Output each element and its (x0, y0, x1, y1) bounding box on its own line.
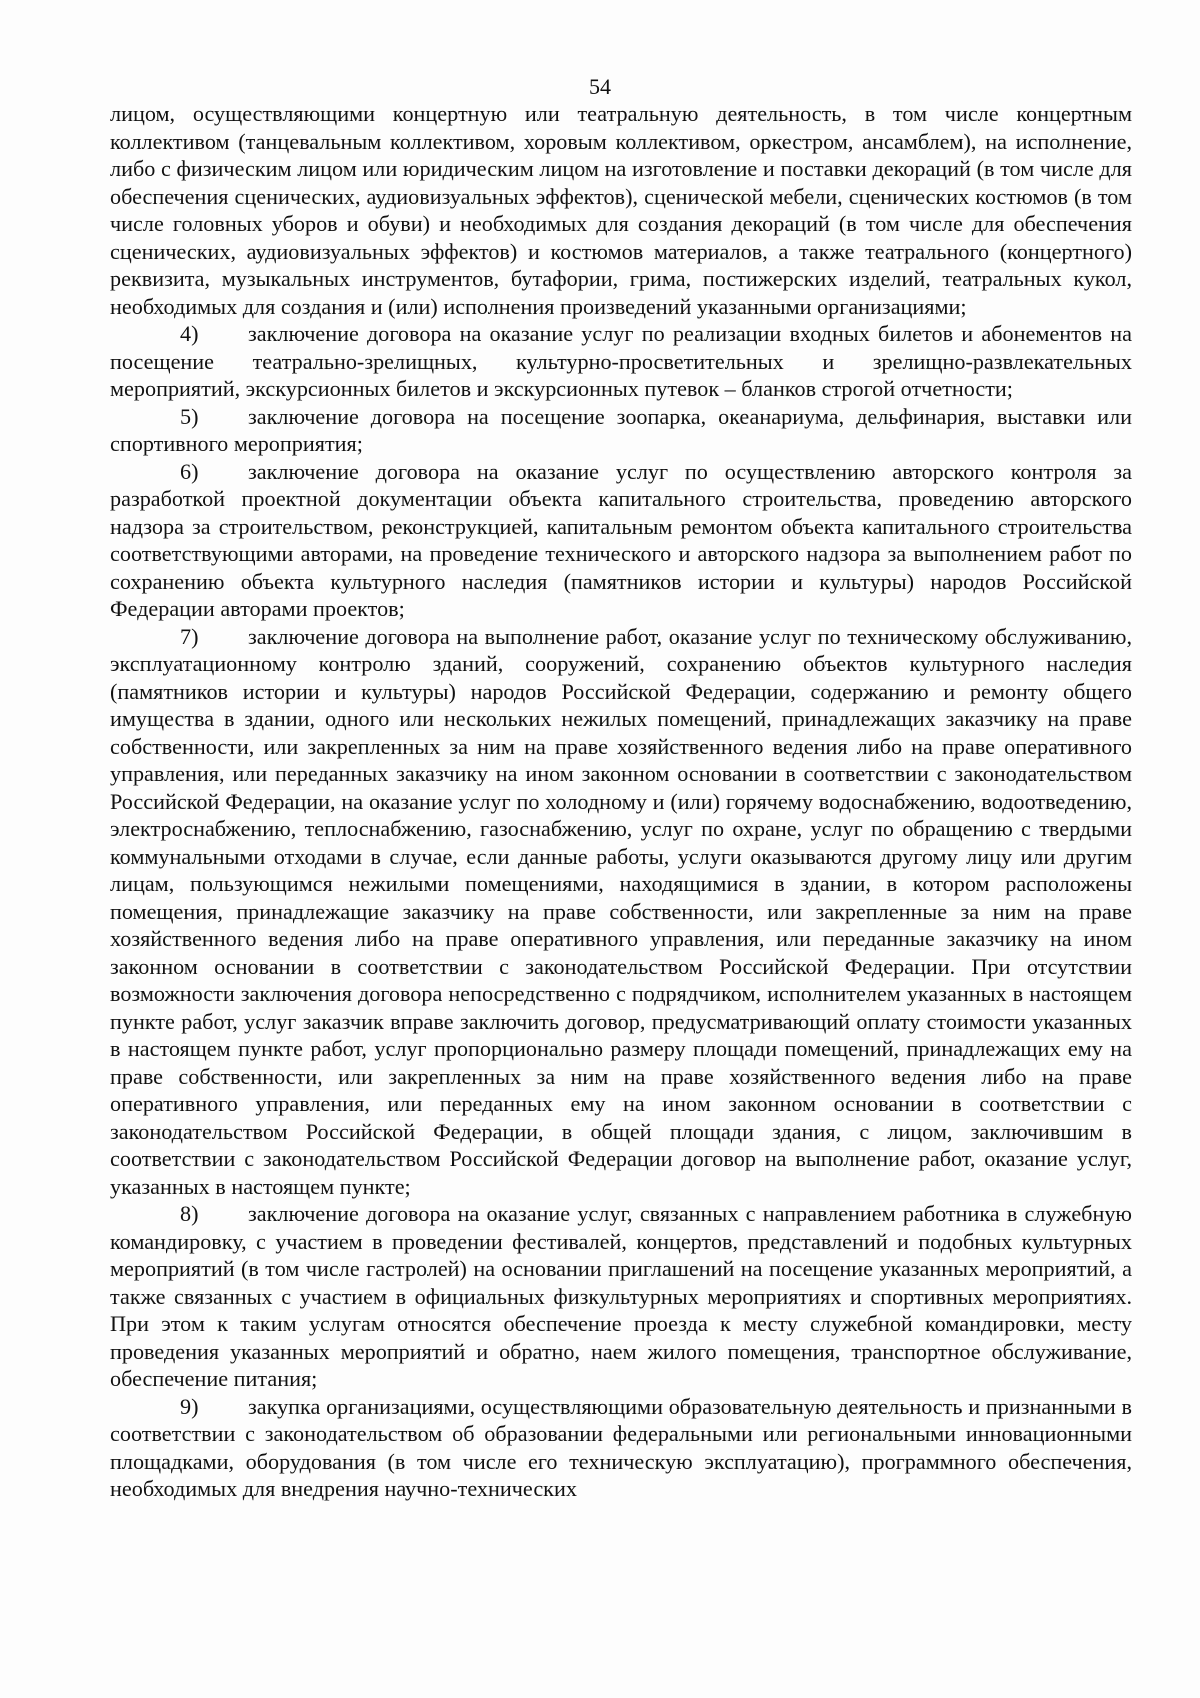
item-number: 8) (180, 1201, 199, 1226)
list-item-5 (110, 403, 1132, 458)
item-number: 4) (180, 321, 199, 346)
item-text: заключение договора на оказание услуг по реализации входных билетов и абонементов на посещение театрально-зрелищных, культурно-просветительных и зрелищно-развлекательных мероприятий, экскурсионных билетов и экскурсионных путевок – бланков строгой отчетности; (110, 321, 1132, 401)
list-item-8 (110, 1200, 1132, 1393)
intro-paragraph: лицом, осуществляющими концертную или театральную деятельность, в том числе концертным коллективом (танцевальным коллективом, хоровым коллективом, оркестром, ансамблем), на исполнение, либо с физическим лицом или юридическим лицом на изготовление и поставки декораций (в том числе для обеспечения сценических, аудиовизуальных эффектов), сценической мебели, сценических костюмов (в том числе головных уборов и обуви) и необходимых для создания декораций (в том числе для обеспечения сценических, аудиовизуальных эффектов) и костюмов материалов, а также театрального (концертного) реквизита, музыкальных инструментов, бутафории, грима, постижерских изделий, театральных кукол, необходимых для создания и (или) исполнения произведений указанными организациями; (110, 101, 1132, 319)
document-body (110, 100, 1132, 1503)
list-item-7 (110, 623, 1132, 1201)
item-text: заключение договора на оказание услуг по осуществлению авторского контроля за разработкой проектной документации объекта капитального строительства, проведению авторского надзора за строительством, реконструкцией, капитальным ремонтом объекта капитального строительства соответствующими авторами, на проведение технического и авторского надзора за выполнением работ по сохранению объекта культурного наследия (памятников истории и культуры) народов Российской Федерации авторами проектов; (110, 458, 1132, 621)
page-number: 54 (589, 74, 611, 99)
item-text: заключение договора на посещение зоопарка, океанариума, дельфинария, выставки или спортивного мероприятия; (110, 403, 1132, 456)
list-item-9 (110, 1393, 1132, 1503)
item-text: заключение договора на оказание услуг, связанных с направлением работника в служебную командировку, с участием в проведении фестивалей, концертов, представлений и подобных культурных мероприятий (в том числе гастролей) на основании приглашений на посещение указанных мероприятий, а также связанных с участием в официальных физкультурных мероприятиях и спортивных мероприятиях. При этом к таким услугам относятся обеспечение проезда к месту служебной командировки, месту проведения указанных мероприятий и обратно, наем жилого помещения, транспортное обслуживание, обеспечение питания; (110, 1201, 1132, 1391)
item-text: заключение договора на выполнение работ, оказание услуг по техническому обслуживанию, эксплуатационному контролю зданий, сооружений, сохранению объектов культурного наследия (памятников истории и культуры) народов Российской Федерации, содержанию и ремонту общего имущества в здании, одного или нескольких нежилых помещений, принадлежащих заказчику на праве собственности, или закрепленных за ним на праве хозяйственного ведения либо на праве оперативного управления, или переданных заказчику на ином законном основании в соответствии с законодательством Российской Федерации, на оказание услуг по холодному и (или) горячему водоснабжению, водоотведению, электроснабжению, теплоснабжению, газоснабжению, услуг по охране, услуг по обращению с твердыми коммунальными отходами в случае, если данные работы, услуги оказываются другому лицу или другим лицам, пользующимся нежилыми помещениями, находящимися в здании, в котором расположены помещения, принадлежащие заказчику на праве собственности, или закрепленные за ним на праве хозяйственного ведения либо на праве оперативного управления, или переданные заказчику на ином законном основании в соответствии с законодательством Российской Федерации. При отсутствии возможности заключения договора непосредственно с подрядчиком, исполнителем указанных в настоящем пункте работ, услуг заказчик вправе заключить договор, предусматривающий оплату стоимости указанных в настоящем пункте работ, услуг пропорционально размеру площади помещений, принадлежащих ему на праве собственности, или закрепленных за ним на праве хозяйственного ведения либо на праве оперативного управления, или переданных ему на ином законном основании в соответствии с законодательством Российской Федерации, в общей площади здания, с лицом, заключившим в соответствии с законодательством Российской Федерации договор на выполнение работ, оказание услуг, указанных в настоящем пункте; (110, 623, 1132, 1199)
item-text: закупка организациями, осуществляющими образовательную деятельность и признанными в соответствии с законодательством об образовании федеральными или региональными инновационными площадками, оборудования (в том числе его техническую эксплуатацию), программного обеспечения, необходимых для внедрения научно-технических (110, 1393, 1132, 1501)
item-number: 6) (180, 458, 199, 484)
item-number: 5) (180, 403, 199, 429)
item-number: 9) (180, 1393, 199, 1419)
list-item-4 (110, 320, 1132, 403)
item-number: 7) (180, 623, 199, 649)
list-item-6 (110, 458, 1132, 623)
